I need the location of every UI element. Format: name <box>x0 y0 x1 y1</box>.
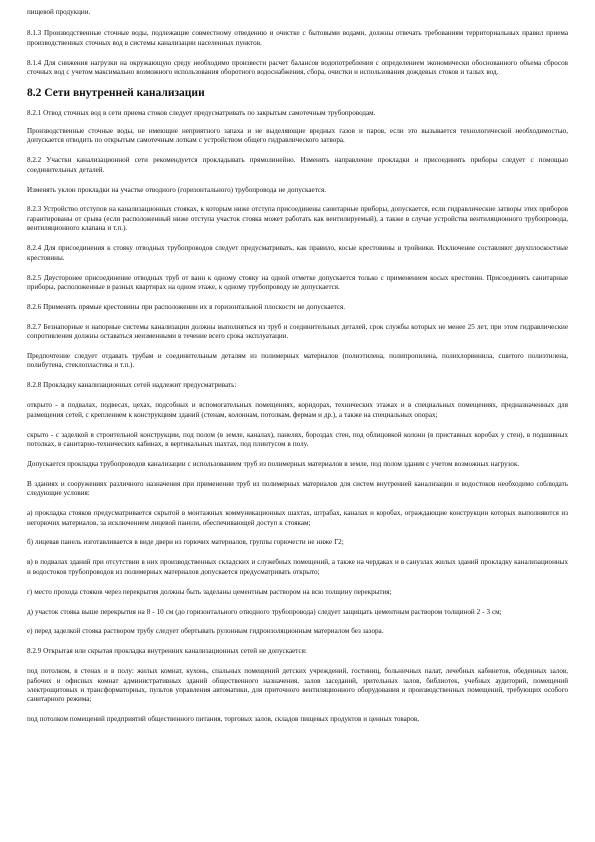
paragraph-item-d: д) участок стояка выше перекрытия на 8 - 10 см (до горизонтального отводного трубопровода) следует защищать цементным раствором толщиной 2 - 3 см; <box>27 607 502 616</box>
paragraph-8-2-5: 8.2.5 Двусторонее присоединение отводных труб от ванн к одному стояку на одной отметке допускается только с применением косых крестовин. Присоединять санитарные приборы, расположенные в разных квартирах на одном этаже, к одному трубопроводу не допускается. <box>27 273 568 291</box>
paragraph-item-b: б) лицевая панель изготавливается в виде двери из горючих материалов, группы горючести не ниже Г2; <box>27 538 344 547</box>
paragraph-8-2-4: 8.2.4 Для присоединения к стояку отводных трубопроводов следует предусматривать, как правило, косые крестовины и тройники. Исключение составляют двухплоскостные крестовины. <box>27 244 568 262</box>
paragraph-8-2-2b: Изменять уклон прокладки на участке отводного (горизонтального) трубопровода не допускается. <box>27 185 327 194</box>
paragraph-8-2-1: 8.2.1 Отвод сточных вод в сети приема стоков следует предусматривать по закрытым самотечным трубопроводам. <box>27 108 376 117</box>
paragraph-8-2-6: 8.2.6 Применять прямые крестовины при расположении их в горизонтальной плоскости не допускается. <box>27 302 346 311</box>
section-heading-8-2: 8.2 Сети внутренней канализации <box>27 86 205 99</box>
paragraph-intro: пищевой продукции. <box>27 8 91 16</box>
paragraph-8-2-7b: Предпочтение следует отдавать трубам и соединительным деталям из полимерных материалов (полиэтилена, полипропилена, полихлорвинила, сшитого полиэтилена, полибутена, стеклопластика и т.п.). <box>27 352 568 370</box>
paragraph-in-ground: Допускается прокладка трубопроводов канализации с использованием труб из полимерных материалов в земле, под полом здания с учетом возможных нагрузок. <box>27 459 520 468</box>
paragraph-8-2-3: 8.2.3 Устройство отступов на канализационных стояках, к которым ниже отступа присоединены санитарные приборы, допускается, если гидравлические затворы этих приборов гарантированы от срыва (если расположенный ниже отступа участок стояка может работать как вентилируемый), а также в случае устройства вентиляционного трубопровода, вентиляционного клапана и т.п.). <box>27 205 568 233</box>
document-body <box>27 8 568 735</box>
paragraph-8-2-8: 8.2.8 Прокладку канализационных сетей надлежит предусматривать: <box>27 381 237 390</box>
paragraph-8-1-3: 8.1.3 Производственные сточные воды, подлежащие совместному отведению и очистке с бытовыми водами, должны отвечать требованиям территориальных правил приема производственных сточных вод в системы канализации населенных пунктов. <box>27 29 568 47</box>
paragraph-8-2-9: 8.2.9 Открытая или скрытая прокладка внутренних канализационных сетей не допускается: <box>27 647 307 656</box>
paragraph-item-g: г) место прохода стояков через перекрытия должны быть заделаны цементным раствором на всю толщину перекрытия; <box>27 587 392 596</box>
paragraph-8-2-1b: Производственные сточные воды, не имеющие неприятного запаха и не выделяющие вредных газов и паров, если это вызывается технологической необходимостью, допускается отводить по открытым самотечным лоткам с устройством общего гидравлического затвора. <box>27 126 568 145</box>
paragraph-under-ceiling: под потолком, в стенах и в полу: жилых комнат, кухонь, спальных помещений детских учреждений, гостиниц, больничных палат, лечебных кабинетов, обеденных залов, рабочих и офисных комнат административных зданий общественного назначения, залов заседаний, зрительных залов, библиотек, учебных аудиторий, помещений электрощитовых и трансформаторных, пультов управления автоматики, для приточного вентиляционного оборудования и производственных помещений, требующих особого санитарного режима; <box>27 667 568 704</box>
paragraph-item-e: е) перед заделкой стояка раствором трубу следует обертывать рулонным гидроизоляционным материалом без зазора. <box>27 627 384 636</box>
paragraph-hidden-laying: скрыто - с заделкой в строительной конструкции, под полом (в земле, каналах), панелях, бороздах стен, под облицовкой колонн (в приставных коробах у стен), в подшивных потолках, в санитарно-технических кабинах, в вертикальных шахтах, под плинтусом в полу. <box>27 430 568 448</box>
paragraph-8-1-4: 8.1.4 Для снижения нагрузки на окружающую среду необходимо произвести расчет балансов водопотребления с определением экономически обоснованного объема сбросов сточных вод с учетом максимально возможного использования оборотного водоснабжения, сбора, очистки и использования дождевых стоков и талых вод. <box>27 58 568 77</box>
paragraph-buildings-conditions: В зданиях и сооружениях различного назначения при применении труб из полимерных материалов для систем внутренней канализации и водостоков необходимо соблюдать следующие условия: <box>27 479 568 498</box>
paragraph-open-laying: открыто - в подвалах, подвесах, цехах, подсобных и вспомогательных помещениях, коридорах, технических этажах и в специальных помещениях, предназначенных для размещения сетей, с креплением к конструкциям зданий (стенам, колоннам, потолкам, фермам и др.), а также на специальных опорах; <box>27 401 568 419</box>
paragraph-8-2-7: 8.2.7 Безнапорные и напорные системы канализации должны выполняться из труб и соединительных деталей, срок службы которых не менее 25 лет, при этом гидравлические сопротивления должны оставаться неизменными в течение всего срока эксплуатации. <box>27 322 568 341</box>
paragraph-8-2-2: 8.2.2 Участки канализационной сети рекомендуется прокладывать прямолинейно. Изменять направление прокладки и присоединять приборы следует с помощью соединительных деталей. <box>27 156 568 174</box>
paragraph-item-a: а) прокладка стояков предусматривается скрытой в монтажных коммуникационных шахтах, штрабах, каналах и коробах, ограждающие конструкции которых выполняются из негорючих материалов, за исключением лицевой панели, обеспечивающей доступ к стоякам; <box>27 509 568 527</box>
paragraph-item-v: в) в подвалах зданий при отсутствии в них производственных складских и служебных помещений, а также на чердаках и в санузлах жилых зданий прокладку канализационных и водостоков трубопроводов из полимерных материалов допускается предусматривать открыто; <box>27 558 568 576</box>
paragraph-last: под потолком помещений предприятий общественного питания, торговых залов, складов пищевых продуктов и ценных товаров, <box>27 715 420 724</box>
